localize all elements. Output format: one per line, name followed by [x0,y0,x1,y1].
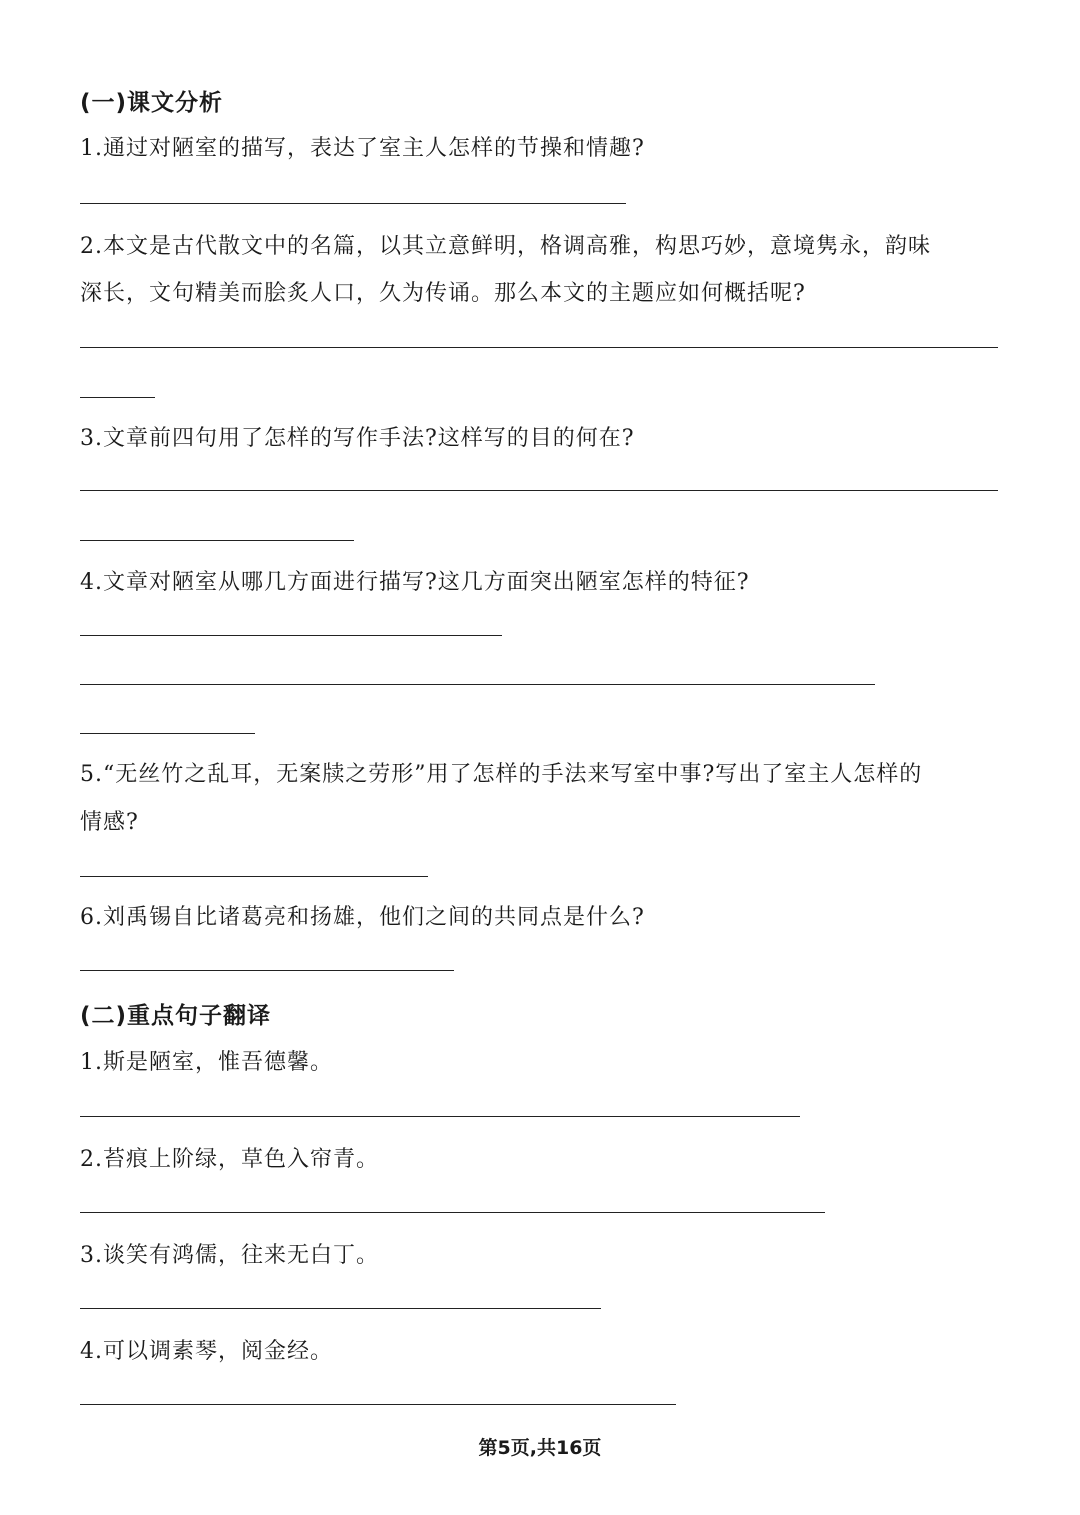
answer-line[interactable] [80,540,354,541]
question-2-3: 3.谈笑有鸿儒，往来无白丁。 [80,1243,379,1268]
page-number: 第5页,共16页 [478,1437,602,1459]
question-1-5-line-1: 5.“无丝竹之乱耳，无案牍之劳形”用了怎样的手法来写室中事?写出了室主人怎样的 [80,762,923,787]
answer-line[interactable] [80,1308,601,1309]
question-2-2: 2.苔痕上阶绿，草色入帘青。 [80,1147,379,1172]
question-2-4: 4.可以调素琴，阅金经。 [80,1339,333,1364]
answer-line[interactable] [80,397,155,398]
answer-line[interactable] [80,347,998,348]
answer-line[interactable] [80,1404,676,1405]
answer-line[interactable] [80,1116,800,1117]
section-2-heading: (二)重点句子翻译 [80,1003,272,1029]
question-1-1: 1.通过对陋室的描写，表达了室主人怎样的节操和情趣? [80,136,645,161]
answer-line[interactable] [80,970,454,971]
answer-line[interactable] [80,635,502,636]
answer-line[interactable] [80,876,428,877]
question-1-2-line-1: 2.本文是古代散文中的名篇，以其立意鲜明，格调高雅，构思巧妙，意境隽永，韵味 [80,234,931,259]
answer-line[interactable] [80,203,626,204]
section-1-heading: (一)课文分析 [80,90,224,116]
answer-line[interactable] [80,733,255,734]
answer-line[interactable] [80,490,998,491]
question-1-2-line-2: 深长，文句精美而脍炙人口，久为传诵。那么本文的主题应如何概括呢? [80,281,806,306]
question-1-4: 4.文章对陋室从哪几方面进行描写?这几方面突出陋室怎样的特征? [80,570,750,595]
question-1-5-line-2: 情感? [80,810,139,835]
question-1-6: 6.刘禹锡自比诸葛亮和扬雄，他们之间的共同点是什么? [80,905,645,930]
question-1-3: 3.文章前四句用了怎样的写作手法?这样写的目的何在? [80,426,635,451]
answer-line[interactable] [80,684,875,685]
question-2-1: 1.斯是陋室，惟吾德馨。 [80,1050,333,1075]
answer-line[interactable] [80,1212,825,1213]
